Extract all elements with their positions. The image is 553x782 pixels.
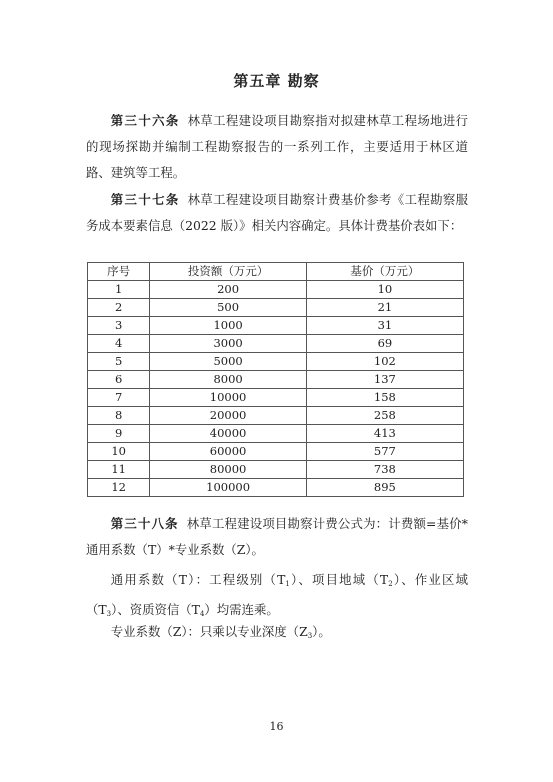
article-36-label: 第三十六条	[110, 113, 180, 128]
cell-investment: 200	[150, 281, 306, 299]
header-index: 序号	[88, 263, 150, 281]
cell-investment: 3000	[150, 335, 306, 353]
cell-index: 12	[88, 479, 150, 497]
article-37	[86, 187, 468, 239]
article-37-text: 林草工程建设项目勘察计费基价参考《工程勘察服务成本要素信息（2022 版）》相关内容确定。具体计费基价表如下：	[86, 192, 469, 233]
general-coef-post: ）均需连乘。	[204, 602, 279, 617]
general-coef-mid1: ）、项目地域（T	[289, 572, 389, 587]
cell-investment: 20000	[150, 407, 306, 425]
cell-investment: 5000	[150, 353, 306, 371]
general-coef-sub1: 1	[285, 580, 290, 588]
fee-base-table	[87, 262, 464, 497]
article-38-text: 林草工程建设项目勘察计费公式为：计费额=基价*通用系数（T）*专业系数（Z）。	[86, 516, 469, 557]
table-body	[88, 281, 464, 497]
cell-base-price: 258	[306, 407, 463, 425]
header-base-price: 基价（万元）	[306, 263, 463, 281]
header-investment: 投资额（万元）	[150, 263, 306, 281]
article-36	[86, 108, 468, 186]
cell-investment: 100000	[150, 479, 306, 497]
cell-index: 6	[88, 371, 150, 389]
general-coef-pre: 通用系数（T）：工程级别（T	[110, 572, 286, 587]
cell-investment: 8000	[150, 371, 306, 389]
special-coef-sub: 3	[307, 632, 313, 640]
general-coef-mid2: ）、作业区域（T	[86, 572, 468, 617]
general-coef-sub3: 3	[106, 610, 112, 618]
table-row	[88, 335, 464, 353]
table-row	[88, 479, 464, 497]
cell-investment: 40000	[150, 425, 306, 443]
cell-investment: 500	[150, 299, 306, 317]
cell-investment: 1000	[150, 317, 306, 335]
table-row	[88, 299, 464, 317]
general-coef-mid3: ）、资质资信（T	[111, 602, 200, 617]
cell-investment: 10000	[150, 389, 306, 407]
general-coef-sub2: 2	[388, 580, 393, 588]
special-coef-post: ）。	[312, 624, 331, 639]
general-coefficient-note	[86, 567, 468, 627]
general-coef-sub4: 4	[199, 610, 205, 618]
cell-index: 2	[88, 299, 150, 317]
cell-index: 8	[88, 407, 150, 425]
table-row	[88, 371, 464, 389]
cell-base-price: 738	[306, 461, 463, 479]
cell-index: 11	[88, 461, 150, 479]
cell-base-price: 413	[306, 425, 463, 443]
article-37-label: 第三十七条	[110, 192, 180, 207]
table-row	[88, 461, 464, 479]
cell-investment: 80000	[150, 461, 306, 479]
cell-index: 4	[88, 335, 150, 353]
table-header-row	[88, 263, 464, 281]
cell-base-price: 102	[306, 353, 463, 371]
table-row	[88, 317, 464, 335]
cell-index: 10	[88, 443, 150, 461]
cell-investment: 60000	[150, 443, 306, 461]
cell-index: 1	[88, 281, 150, 299]
special-coefficient-note	[86, 619, 468, 649]
cell-index: 3	[88, 317, 150, 335]
cell-base-price: 158	[306, 389, 463, 407]
table-row	[88, 281, 464, 299]
cell-base-price: 10	[306, 281, 463, 299]
cell-base-price: 137	[306, 371, 463, 389]
page-number: 16	[269, 720, 284, 733]
cell-base-price: 895	[306, 479, 463, 497]
table-row	[88, 389, 464, 407]
article-36-text: 林草工程建设项目勘察指对拟建林草工程场地进行的现场探勘并编制工程勘察报告的一系列工作，主要适用于林区道路、建筑等工程。	[86, 113, 469, 180]
cell-index: 7	[88, 389, 150, 407]
table-row	[88, 443, 464, 461]
chapter-title: 第五章 勘察	[233, 72, 320, 90]
table-row	[88, 425, 464, 443]
cell-base-price: 577	[306, 443, 463, 461]
cell-base-price: 69	[306, 335, 463, 353]
article-38	[86, 511, 468, 563]
cell-base-price: 21	[306, 299, 463, 317]
cell-index: 5	[88, 353, 150, 371]
table-row	[88, 353, 464, 371]
cell-base-price: 31	[306, 317, 463, 335]
article-38-label: 第三十八条	[110, 516, 179, 531]
special-coef-pre: 专业系数（Z）：只乘以专业深度（Z	[110, 624, 308, 639]
cell-index: 9	[88, 425, 150, 443]
table-row	[88, 407, 464, 425]
